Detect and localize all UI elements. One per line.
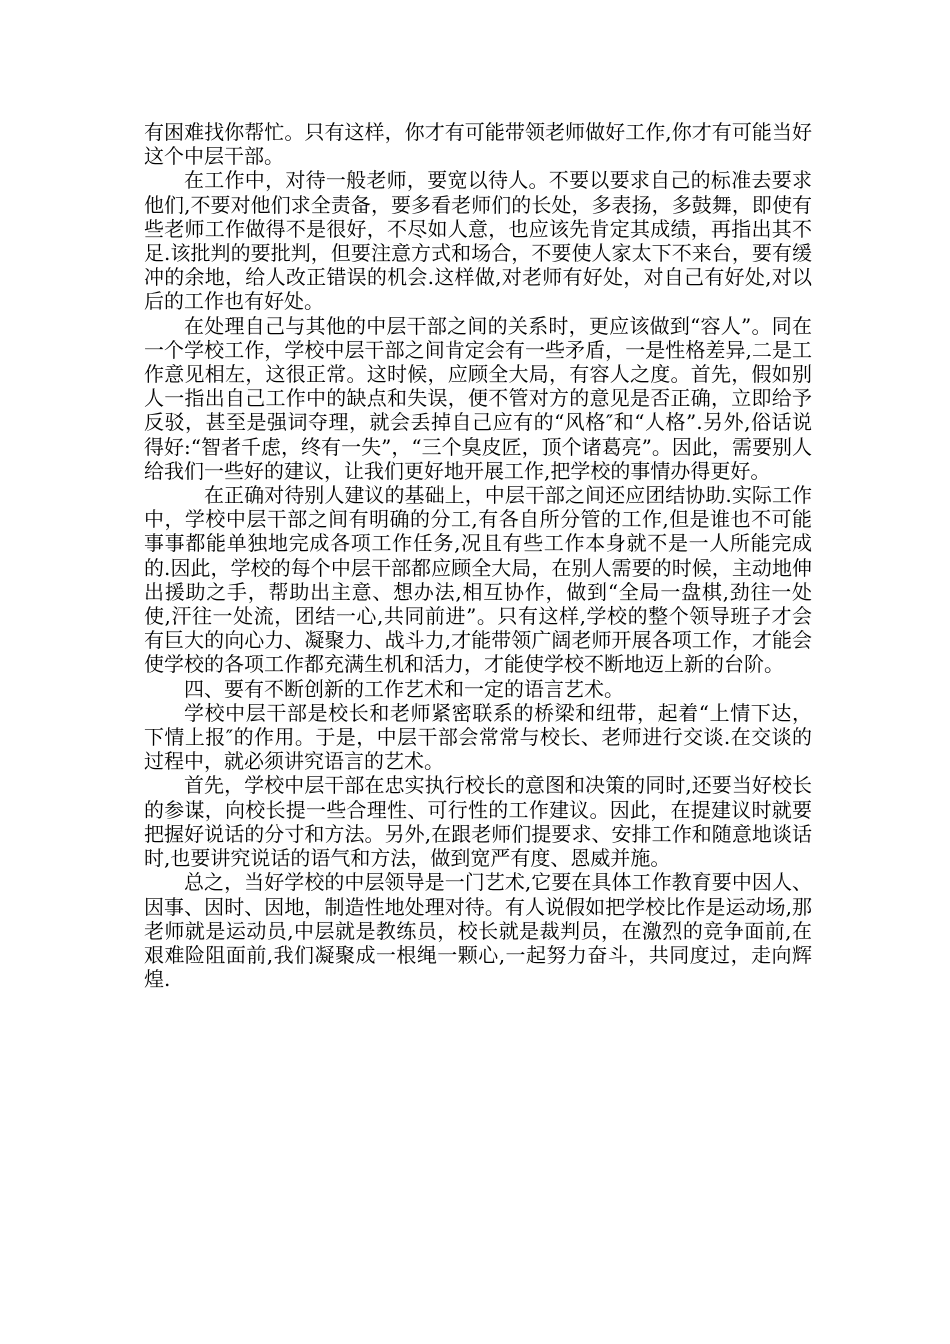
paragraph-2: 在工作中，对待一般老师，要宽以待人。不要以要求自己的标准去要求他们,不要对他们求全责备，要多看老师们的长处，多表扬，多鼓舞，即使有些老师工作做得不是很好，不尽如人意，也应该先肯定其成绩，再指出其不足.该批判的要批判，但要注意方式和场合，不要使人家太下不来台，要有缓冲的余地，给人改正错误的机会.这样做,对老师有好处，对自己有好处,对以后的工作也有好处。 (144, 168, 812, 314)
paragraph-4: 在正确对待别人建议的基础上，中层干部之间还应团结协助.实际工作中，学校中层干部之间有明确的分工,有各自所分管的工作,但是谁也不可能事事都能单独地完成各项工作任务,况且有些工作本身就不是一人所能完成的.因此，学校的每个中层干部都应顾全大局，在别人需要的时候，主动地伸出援助之手，帮助出主意、想办法,相互协作，做到“全局一盘棋,劲往一处使,汗往一处流，团结一心,共同前进”。只有这样,学校的整个领导班子才会有巨大的向心力、凝聚力、战斗力,才能带领广阔老师开展各项工作，才能会使学校的各项工作都充满生机和活力，才能使学校不断地迈上新的台阶。 (144, 483, 812, 677)
section-heading-4: 四、要有不断创新的工作艺术和一定的语言艺术。 (184, 676, 624, 701)
paragraph-3: 在处理自己与其他的中层干部之间的关系时，更应该做到“容人”。同在一个学校工作，学校中层干部之间肯定会有一些矛盾，一是性格差异,二是工作意见相左，这很正常。这时候，应顾全大局，有容人之度。首先，假如别人一指出自己工作中的缺点和失误，便不管对方的意见是否正确，立即给予反驳，甚至是强词夺理，就会丢掉自己应有的“风格″和“人格”.另外,俗话说得好:“智者千虑，终有一失”，“三个臭皮匠，顶个诸葛亮”。因此，需要别人给我们一些好的建议，让我们更好地开展工作,把学校的事情办得更好。 (144, 313, 812, 483)
paragraph-1: 有困难找你帮忙。只有这样，你才有可能带领老师做好工作,你才有可能当好这个中层干部。 (144, 120, 812, 169)
paragraph-6: 首先，学校中层干部在忠实执行校长的意图和决策的同时,还要当好校长的参谋，向校长提一些合理性、可行性的工作建议。因此，在提建议时就要把握好说话的分寸和方法。另外,在跟老师们提要求、安排工作和随意地谈话时,也要讲究说话的语气和方法，做到宽严有度、恩威并施。 (144, 773, 812, 871)
document-body (144, 120, 812, 991)
paragraph-7: 总之，当好学校的中层领导是一门艺术,它要在具体工作教育要中因人、因事、因时、因地，制造性地处理对待。有人说假如把学校比作是运动场,那老师就是运动员,中层就是教练员，校长就是裁判员，在激烈的竞争面前,在艰难险阻面前,我们凝聚成一根绳一颗心,一起努力奋斗，共同度过，走向辉煌. (144, 870, 812, 992)
paragraph-5: 学校中层干部是校长和老师紧密联系的桥梁和纽带，起着“上情下达，下情上报″的作用。于是，中层干部会常常与校长、老师进行交谈.在交谈的过程中，就必须讲究语言的艺术。 (144, 700, 812, 774)
